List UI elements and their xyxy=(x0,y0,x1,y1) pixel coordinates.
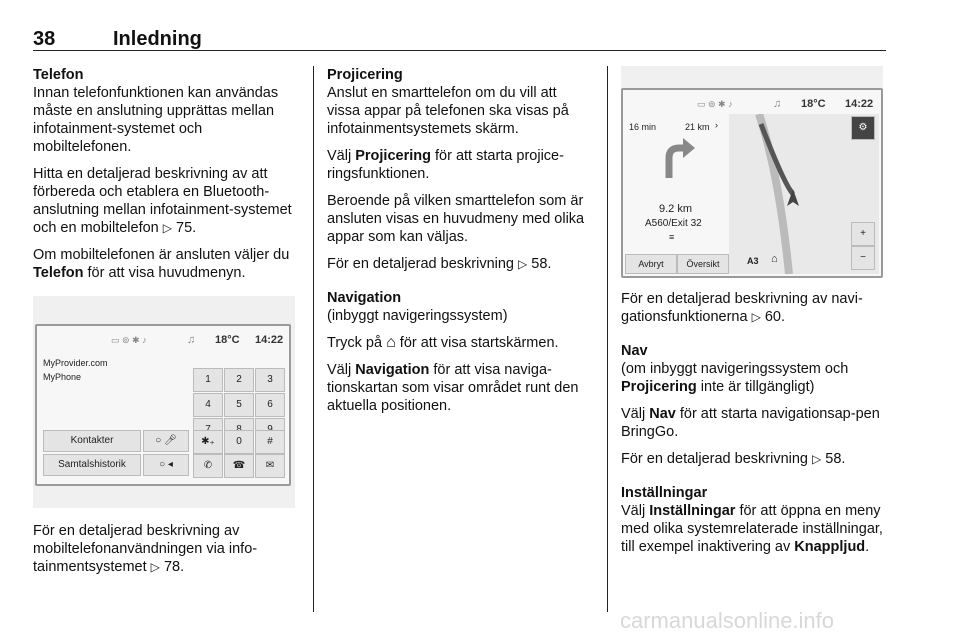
voicemail-icon: ✉ xyxy=(265,460,275,471)
key-4[interactable]: 4 xyxy=(193,393,223,417)
paragraph: Tryck på ⌂ för att visa startskärmen. xyxy=(327,334,559,351)
navigation-screen xyxy=(621,88,883,278)
plus-icon: + xyxy=(860,228,866,239)
distance-label: 21 km xyxy=(685,122,710,132)
phone-name: MyPhone xyxy=(43,372,82,382)
home-marker-icon: ⌂ xyxy=(771,253,778,265)
road-label: A3 xyxy=(747,256,759,266)
phone-screen-figure xyxy=(33,296,295,508)
paragraph: Beroende på vilken smarttelefon som är ansluten visas en huvudmeny med olika appar som kan väljas. xyxy=(327,193,585,245)
heading-navigation: Navigation xyxy=(327,290,402,306)
chapter-title: Inledning xyxy=(113,28,202,50)
eta-label: 16 min xyxy=(629,122,657,132)
key-5[interactable]: 5 xyxy=(224,393,254,417)
zoom-in-button[interactable] xyxy=(851,222,875,246)
hangup-icon: ☎ xyxy=(232,460,246,471)
home-icon: ⌂ xyxy=(386,334,396,351)
status-bar xyxy=(37,326,289,348)
paragraph: Innan telefonfunktionen kan användas måste en anslutning upprättas mellan infotainment-systemet och mobiltelefonen. xyxy=(33,85,279,155)
key-star[interactable]: ✱₊ xyxy=(193,430,223,454)
reference-arrow-icon: ▷ xyxy=(751,310,761,324)
key-hash[interactable]: # xyxy=(255,430,285,454)
page-reference[interactable]: 58. xyxy=(531,256,552,272)
paragraph: Anslut en smarttelefon om du vill att vissa appar på telefonen ska visas på infotainmentsystemets skärm. xyxy=(327,85,569,137)
paragraph: För en detaljerad beskrivning av navi-gationsfunktionerna ▷ 60. xyxy=(621,291,863,325)
hangup-button[interactable] xyxy=(224,454,254,478)
column-2 xyxy=(327,66,589,424)
mic-icon: 🎤︎ xyxy=(164,435,177,446)
mute-mic-button[interactable]: ○ 🎤︎ xyxy=(143,430,189,452)
music-icon: ♫ xyxy=(773,98,782,110)
reference-arrow-icon: ▷ xyxy=(812,452,822,466)
column-1 xyxy=(33,66,295,585)
paragraph: För en detaljerad beskrivning av mobiltelefonanvändningen via info-tainmentsystemet ▷ 78. xyxy=(33,523,258,575)
paragraph: Om mobiltelefonen är ansluten väljer du Telefon för att visa huvudmenyn. xyxy=(33,247,290,281)
heading-installningar: Inställningar xyxy=(621,485,708,501)
cancel-button[interactable]: Avbryt xyxy=(625,254,677,274)
paragraph: Välj Nav för att starta navigationsap-pen BringGo. xyxy=(621,406,880,440)
call-history-button[interactable]: Samtalshistorik xyxy=(43,454,141,476)
paragraph: (inbyggt navigeringssystem) xyxy=(327,308,508,324)
page-number: 38 xyxy=(33,28,56,50)
paragraph: (om inbyggt navigeringssystem och Projicering inte är tillgängligt) xyxy=(621,361,849,395)
gear-icon: ⚙ xyxy=(858,122,868,133)
key-6[interactable]: 6 xyxy=(255,393,285,417)
status-icons: ▭ ⊚ ✱ ♪ xyxy=(111,335,147,345)
column-divider xyxy=(607,66,608,612)
paragraph: Hitta en detaljerad beskrivning av att förbereda och etablera en Bluetooth-anslutning mellan infotainment-systemet och en mobiltelefon ▷ 75. xyxy=(33,166,292,236)
key-3[interactable]: 3 xyxy=(255,368,285,392)
contacts-button[interactable]: Kontakter xyxy=(43,430,141,452)
page-reference[interactable]: 78. xyxy=(163,559,185,575)
clock: 14:22 xyxy=(255,334,284,346)
page-header xyxy=(33,28,886,51)
paragraph: Välj Navigation för att visa naviga-tionskartan som visar området runt den aktuella positionen. xyxy=(327,362,579,414)
minus-icon: − xyxy=(860,252,866,263)
heading-projicering: Projicering xyxy=(327,67,403,83)
page-reference[interactable]: 58. xyxy=(825,451,846,467)
temperature: 18°C xyxy=(801,98,826,110)
map-view[interactable] xyxy=(729,114,879,274)
phone-icon: ✆ xyxy=(203,460,213,471)
chevron-right-icon: › xyxy=(715,120,718,130)
column-divider xyxy=(313,66,314,612)
provider-label: MyProvider.com xyxy=(43,358,108,368)
paragraph: Välj Inställningar för att öppna en meny med olika systemrelaterade inställningar, till exempel inaktivering av Knappljud. xyxy=(621,503,883,555)
list-icon: ≡ xyxy=(669,232,675,242)
phone-screen xyxy=(35,324,291,486)
turn-distance: 9.2 km xyxy=(659,203,693,215)
clock: 14:22 xyxy=(845,98,874,110)
overview-button[interactable]: Översikt xyxy=(677,254,729,274)
paragraph: För en detaljerad beskrivning ▷ 58. xyxy=(621,451,846,467)
settings-button[interactable] xyxy=(851,116,875,140)
reference-arrow-icon: ▷ xyxy=(518,257,528,271)
column-3 xyxy=(621,66,889,565)
turn-arrow-icon xyxy=(659,138,695,178)
key-0[interactable]: 0 xyxy=(224,430,254,454)
call-button[interactable] xyxy=(193,454,223,478)
paragraph: För en detaljerad beskrivning ▷ 58. xyxy=(327,256,552,272)
heading-telefon: Telefon xyxy=(33,67,84,83)
speaker-icon: ◂ xyxy=(167,459,173,470)
page-reference[interactable]: 60. xyxy=(764,309,786,325)
status-bar xyxy=(623,90,881,112)
status-icons: ▭ ⊚ ✱ ♪ xyxy=(697,99,733,109)
page-reference[interactable]: 75. xyxy=(176,220,197,236)
heading-nav: Nav xyxy=(621,343,648,359)
zoom-out-button[interactable] xyxy=(851,246,875,270)
voicemail-button[interactable] xyxy=(255,454,285,478)
reference-arrow-icon: ▷ xyxy=(162,221,173,235)
watermark: carmanualsonline.info xyxy=(620,608,835,633)
navigation-screen-figure xyxy=(621,66,883,276)
key-2[interactable]: 2 xyxy=(224,368,254,392)
speaker-button[interactable]: ○ ◂ xyxy=(143,454,189,476)
reference-arrow-icon: ▷ xyxy=(150,560,160,574)
key-1[interactable]: 1 xyxy=(193,368,223,392)
exit-label: A560/Exit 32 xyxy=(645,218,702,229)
paragraph: Välj Projicering för att starta projice-ringsfunktionen. xyxy=(327,148,564,182)
temperature: 18°C xyxy=(215,334,240,346)
music-icon: ♫ xyxy=(187,334,196,346)
